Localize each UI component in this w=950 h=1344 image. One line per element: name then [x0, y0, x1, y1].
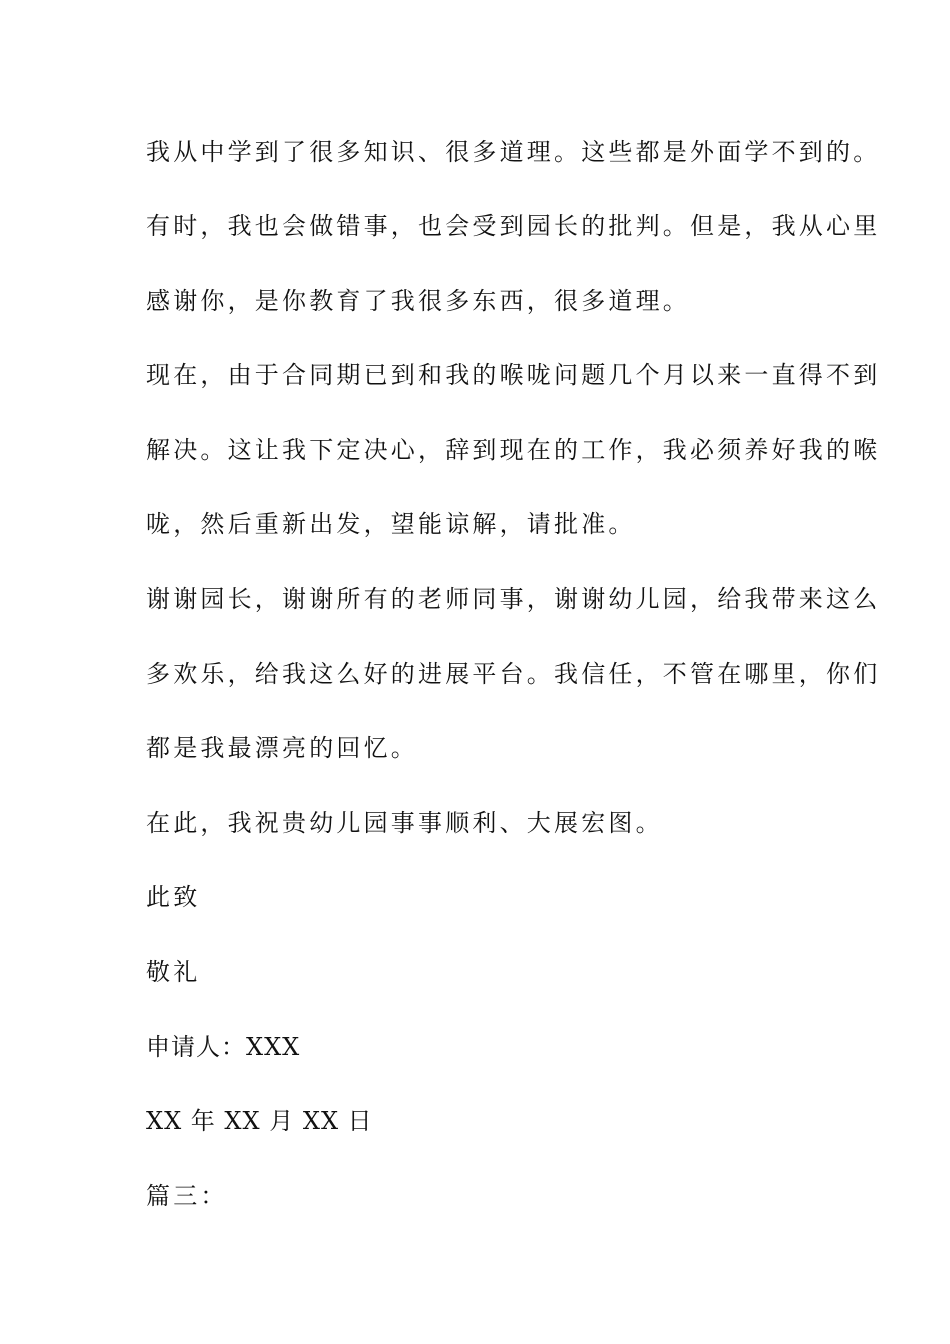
body-line: 多欢乐，给我这么好的进展平台。我信任，不管在哪里，你们	[146, 660, 881, 688]
section-heading: 篇三：	[146, 1182, 228, 1210]
body-line: 在此，我祝贵幼儿园事事顺利、大展宏图。	[146, 809, 663, 837]
body-line: 都是我最漂亮的回忆。	[146, 734, 418, 762]
body-line: 谢谢园长，谢谢所有的老师同事，谢谢幼儿园，给我带来这么	[146, 585, 881, 613]
salutation-line: 敬礼	[146, 958, 201, 986]
date-line: XX 年 XX 月 XX 日	[146, 1107, 373, 1135]
body-line: 感谢你，是你教育了我很多东西，很多道理。	[146, 287, 690, 315]
body-line: 有时，我也会做错事，也会受到园长的批判。但是，我从心里	[146, 212, 881, 240]
applicant-line: 申请人：XXX	[146, 1033, 301, 1061]
body-line: 解决。这让我下定决心，辞到现在的工作，我必须养好我的喉	[146, 436, 881, 464]
body-line: 我从中学到了很多知识、很多道理。这些都是外面学不到的。	[146, 138, 881, 166]
body-line: 现在，由于合同期已到和我的喉咙问题几个月以来一直得不到	[146, 361, 881, 389]
closing-line: 此致	[146, 883, 201, 911]
body-line: 咙，然后重新出发，望能谅解，请批准。	[146, 510, 636, 538]
